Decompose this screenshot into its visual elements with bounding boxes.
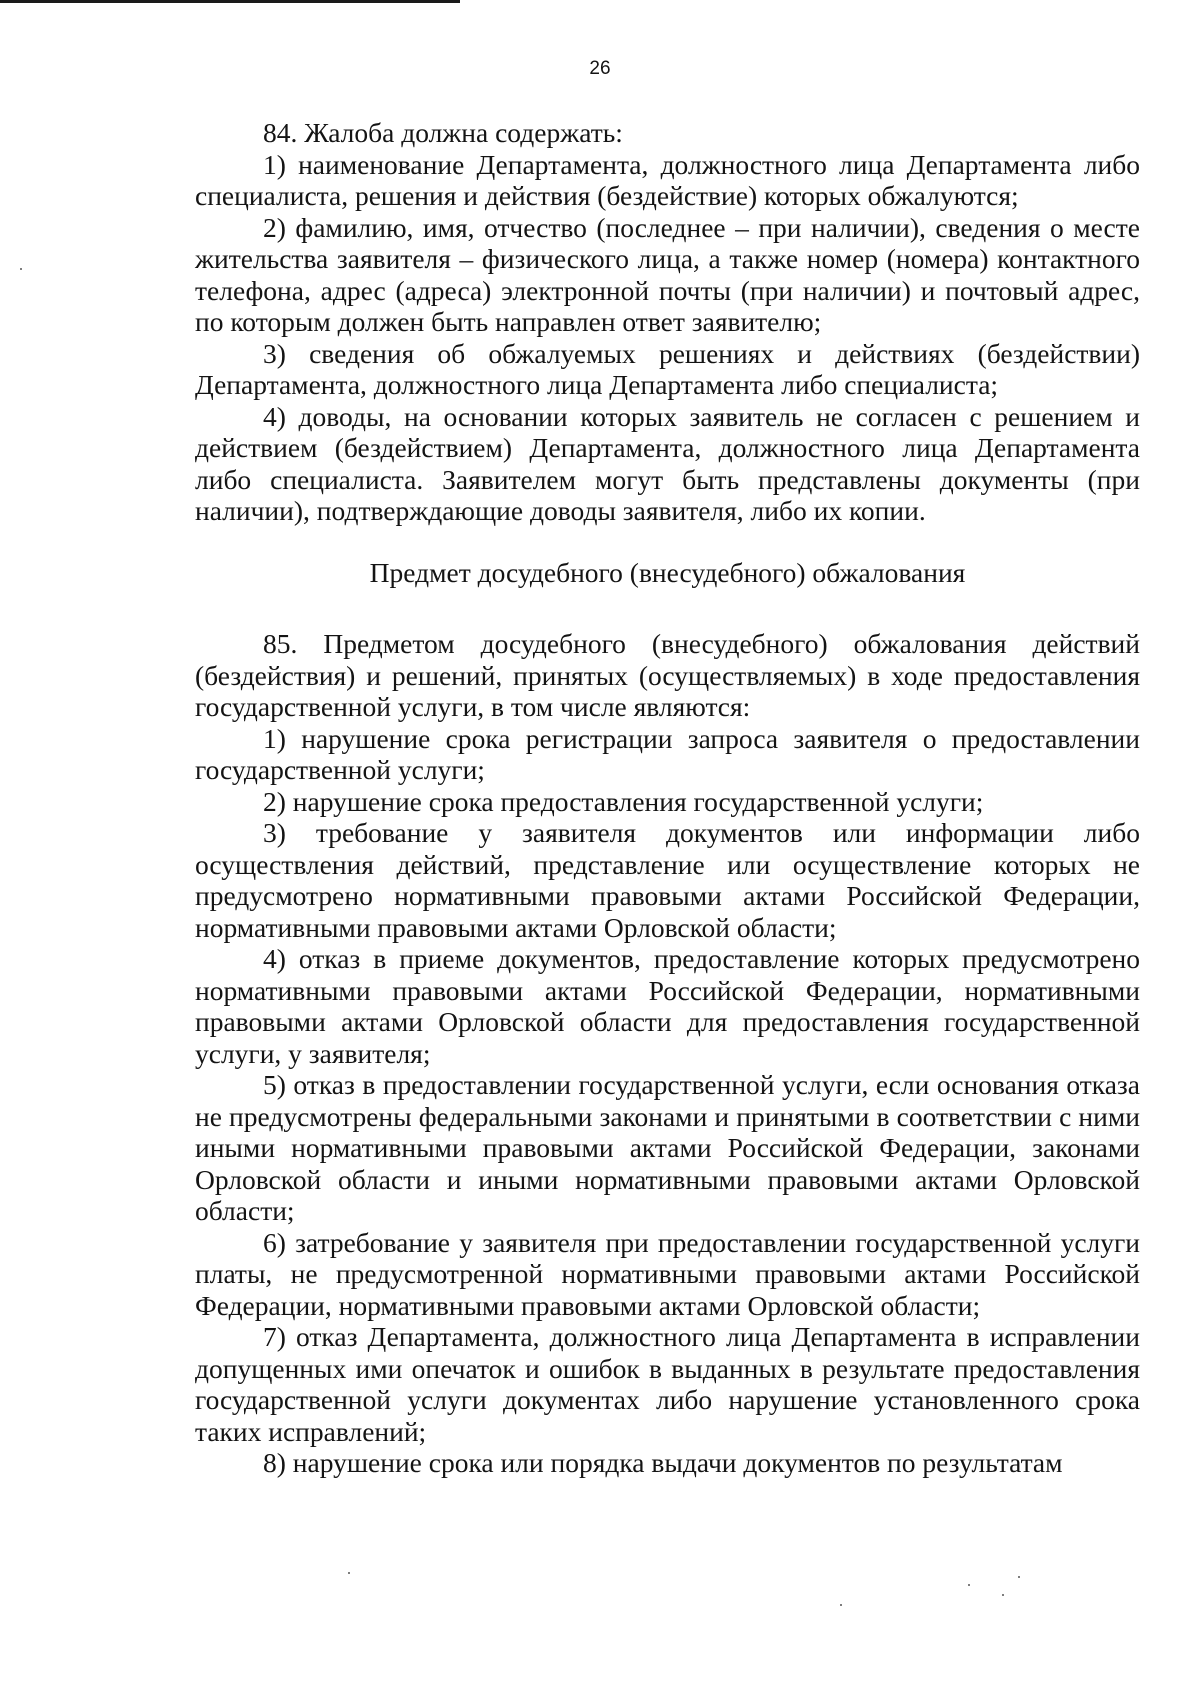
scan-speck (968, 1584, 970, 1586)
scan-speck (348, 1572, 350, 1574)
paragraph-85-item: 3) требование у заявителя документов или информации либо осуществления действий, представление или осуществление которых не предусмотрено нормативными правовыми актами Российской Федерации, нормативными правовыми актами Орловской области; (195, 817, 1140, 943)
scan-speck (1018, 1576, 1020, 1578)
scan-speck (1002, 1594, 1004, 1596)
paragraph-84-item: 2) фамилию, имя, отчество (последнее – при наличии), сведения о месте жительства заявителя – физического лица, а также номер (номера) контактного телефона, адрес (адреса) электронной почты (при наличии) и почтовый адрес, по которым должен быть направлен ответ заявителю; (195, 211, 1140, 337)
page-number: 26 (589, 58, 611, 79)
scan-edge-line (0, 0, 460, 3)
document-body (195, 117, 1140, 1479)
paragraph-85-item: 1) нарушение срока регистрации запроса заявителя о предоставлении государственной услуги; (195, 722, 1140, 785)
paragraph-85-item: 8) нарушение срока или порядка выдачи документов по результатам (263, 1447, 1063, 1478)
paragraph-84-item: 1) наименование Департамента, должностного лица Департамента либо специалиста, решения и действия (бездействие) которых обжалуются; (195, 148, 1140, 211)
paragraph-85-item: 5) отказ в предоставлении государственной услуги, если основания отказа не предусмотрены федеральными законами и принятыми в соответствии с ними иными нормативными правовыми актами Российской Федерации, законами Орловской области и иными нормативными правовыми актами Орловской области; (195, 1069, 1140, 1226)
paragraph-85-item: 7) отказ Департамента, должностного лица Департамента в исправлении допущенных ими опечаток и ошибок в выданных в результате предоставления государственной услуги документах либо нарушение установленного срока таких исправлений; (195, 1321, 1140, 1447)
paragraph-85-item: 2) нарушение срока предоставления государственной услуги; (263, 785, 984, 817)
paragraph-84-item: 3) сведения об обжалуемых решениях и действиях (бездействии) Департамента, должностного лица Департамента либо специалиста; (195, 337, 1140, 400)
scan-speck (840, 1604, 842, 1606)
paragraph-85-item: 6) затребование у заявителя при предоставлении государственной услуги платы, не предусмотренной нормативными правовыми актами Российской Федерации, нормативными правовыми актами Орловской области; (195, 1226, 1140, 1321)
scan-speck (20, 268, 22, 270)
paragraph-85-intro: 85. Предметом досудебного (внесудебного) обжалования действий (бездействия) и решений, принятых (осуществляемых) в ходе предоставления государственной услуги, в том числе являются: (195, 628, 1140, 722)
section-heading: Предмет досудебного (внесудебного) обжалования (369, 556, 966, 588)
paragraph-84-intro: 84. Жалоба должна содержать: (263, 117, 623, 148)
paragraph-85-item: 4) отказ в приеме документов, предоставление которых предусмотрено нормативными правовыми актами Российской Федерации, нормативными правовыми актами Орловской области для предоставления государственной услуги, у заявителя; (195, 943, 1140, 1069)
paragraph-84-item: 4) доводы, на основании которых заявитель не согласен с решением и действием (бездействием) Департамента, должностного лица Департамента либо специалиста. Заявителем могут быть представлены документы (при наличии), подтверждающие доводы заявителя, либо их копии. (195, 400, 1140, 526)
